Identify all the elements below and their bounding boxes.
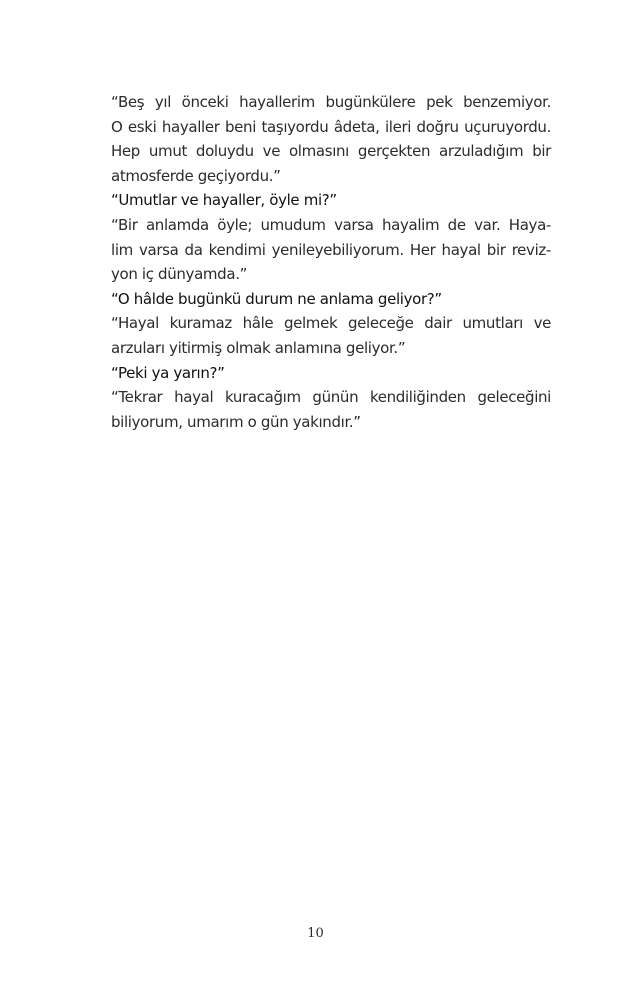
paragraph-answer-2 (84, 213, 551, 287)
text-line: “Bir anlamda öyle; umudum varsa hayalim de var. Haya- (111, 215, 551, 234)
paragraph-question-2 (84, 287, 551, 312)
paragraph-answer-4 (84, 385, 551, 434)
text-line: “Peki ya yarın?” (111, 363, 225, 382)
page-number: 10 (307, 926, 324, 941)
body-text (84, 90, 551, 434)
paragraph-question-3 (84, 361, 551, 386)
text-line: arzuları yitirmiş olmak anlamına geliyor.” (111, 338, 406, 357)
paragraph-answer-3 (84, 311, 551, 360)
text-line: “Hayal kuramaz hâle gelmek geleceğe dair umutları ve (111, 314, 551, 333)
text-line: O eski hayaller beni taşıyordu âdeta, ileri doğru uçuruyordu. (111, 117, 551, 136)
text-line: “Tekrar hayal kuracağım günün kendiliğinden geleceğini (111, 388, 551, 407)
text-line: “Umutlar ve hayaller, öyle mi?” (111, 191, 337, 210)
paragraph-answer-1 (84, 90, 551, 188)
text-line: Hep umut doluydu ve olmasını gerçekten arzuladığım bir (111, 142, 551, 161)
text-line: yon iç dünyamda.” (111, 265, 248, 284)
text-line: biliyorum, umarım o gün yakındır.” (111, 412, 361, 431)
text-line: lim varsa da kendimi yenileyebiliyorum. Her hayal bir reviz- (111, 240, 551, 259)
text-line: “O hâlde bugünkü durum ne anlama geliyor?” (111, 289, 442, 308)
paragraph-question-1 (84, 188, 551, 213)
text-line: atmosferde geçiyordu.” (111, 166, 281, 185)
text-line: “Beş yıl önceki hayallerim bugünkülere pek benzemiyor. (111, 93, 551, 111)
